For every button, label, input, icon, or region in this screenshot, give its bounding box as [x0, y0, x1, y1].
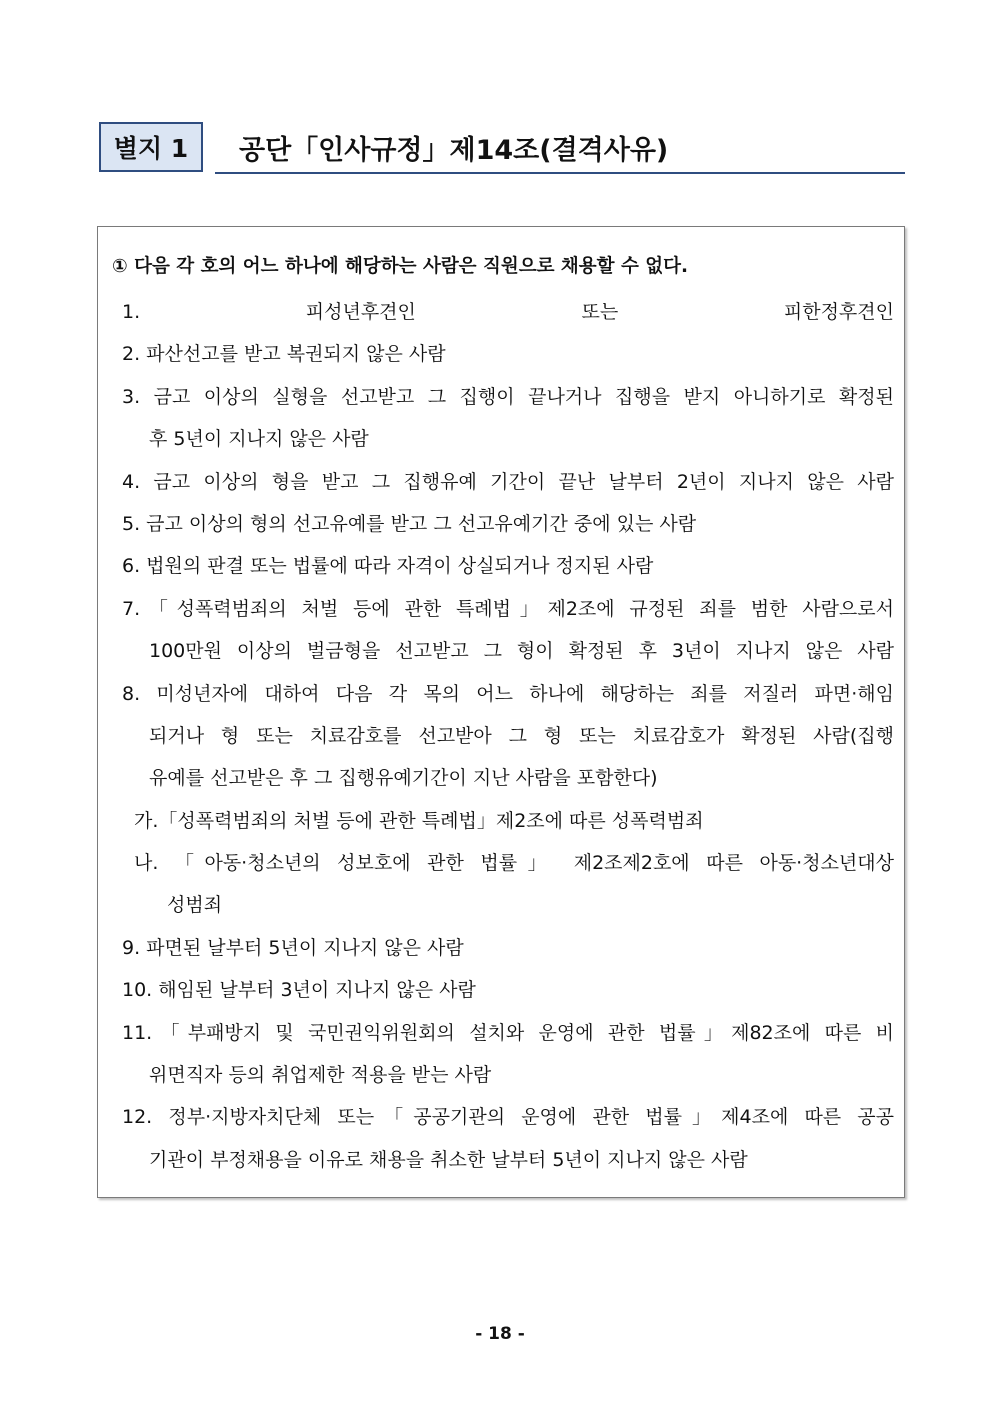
list-item-continuation: 100만원 이상의 벌금형을 선고받고 그 형이 확정된 후 3년이 지나지 않은 사람: [149, 640, 894, 663]
list-item-continuation: 유예를 선고받은 후 그 집행유예기간이 지난 사람을 포함한다): [149, 767, 658, 790]
sub-list-item: 가.「성폭력범죄의 처벌 등에 관한 특례법」제2조에 따른 성폭력범죄: [134, 809, 704, 832]
appendix-tag: 별지 1: [99, 122, 203, 172]
list-item: 8. 미성년자에 대하여 다음 각 목의 어느 하나에 해당하는 죄를 저질러 파면·해임: [122, 682, 894, 705]
list-item: 9. 파면된 날부터 5년이 지나지 않은 사람: [122, 936, 464, 959]
list-item: 7.「성폭력범죄의 처벌 등에 관한 특례법」제2조에 규정된 죄를 범한 사람으로서: [122, 597, 894, 620]
list-item-continuation: 기관이 부정채용을 이유로 채용을 취소한 날부터 5년이 지나지 않은 사람: [149, 1148, 748, 1171]
list-item: 1. 피성년후견인 또는 피한정후견인: [122, 301, 894, 323]
list-item-continuation: 위면직자 등의 취업제한 적용을 받는 사람: [149, 1064, 492, 1087]
clause-heading: ① 다음 각 호의 어느 하나에 해당하는 사람은 직원으로 채용할 수 없다.: [112, 256, 689, 277]
regulation-box: [97, 226, 905, 1198]
list-item: 3. 금고 이상의 실형을 선고받고 그 집행이 끝나거나 집행을 받지 아니하기로 확정된: [122, 385, 894, 408]
title-underline: [215, 172, 905, 174]
sub-list-item-continuation: 성범죄: [167, 894, 223, 917]
list-item: 12. 정부·지방자치단체 또는「공공기관의 운영에 관한 법률」제4조에 따른 공공: [122, 1106, 894, 1129]
list-item: 11.「부패방지 및 국민권익위원회의 설치와 운영에 관한 법률」제82조에 따른 비: [122, 1021, 894, 1044]
page-title: 공단「인사규정」제14조(결격사유): [239, 135, 669, 166]
list-item-continuation: 후 5년이 지나지 않은 사람: [149, 428, 369, 451]
list-item: 5. 금고 이상의 형의 선고유예를 받고 그 선고유예기간 중에 있는 사람: [122, 512, 697, 535]
list-item: 4. 금고 이상의 형을 받고 그 집행유예 기간이 끝난 날부터 2년이 지나지 않은 사람: [122, 470, 894, 493]
list-item: 6. 법원의 판결 또는 법률에 따라 자격이 상실되거나 정지된 사람: [122, 555, 654, 578]
list-item: 10. 해임된 날부터 3년이 지나지 않은 사람: [122, 979, 476, 1002]
page-number: - 18 -: [475, 1324, 525, 1344]
list-item-continuation: 되거나 형 또는 치료감호를 선고받아 그 형 또는 치료감호가 확정된 사람(집행: [149, 724, 894, 747]
sub-list-item: 나. 「아동·청소년의 성보호에 관한 법률」 제2조제2호에 따른 아동·청소년대상: [134, 852, 894, 875]
page-header: [99, 122, 905, 176]
list-item: 2. 파산선고를 받고 복권되지 않은 사람: [122, 343, 446, 366]
disqualification-list: [98, 291, 906, 1181]
